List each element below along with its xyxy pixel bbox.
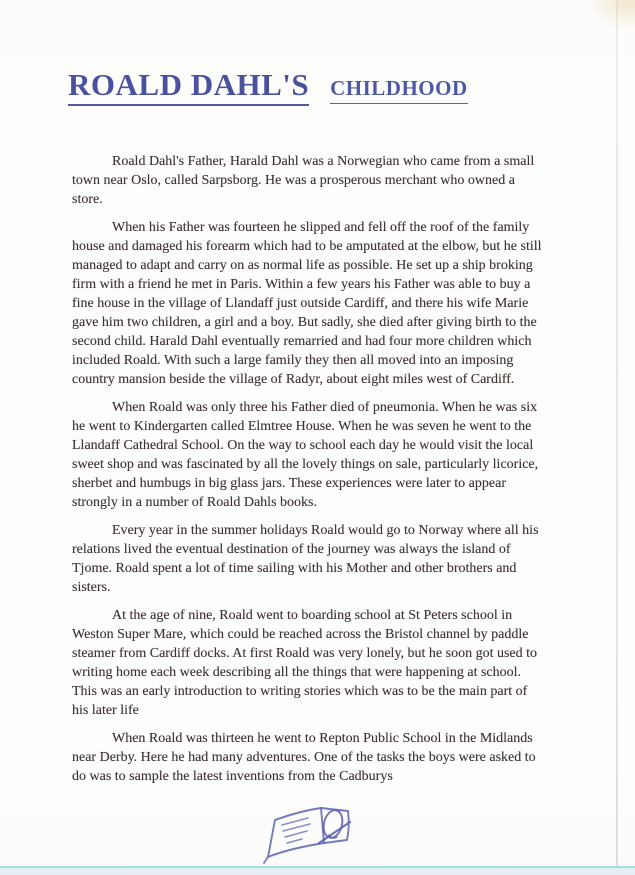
title-main: ROALD DAHL'S [68, 67, 309, 106]
paragraph-4: Every year in the summer holidays Roald would go to Norway where all his relations lived the eventual destination of the journey was always the island of Tjome. Roald spent a lot of time sailing with his Mother and other brothers and sisters. [72, 523, 539, 595]
title-sub: CHILDHOOD [330, 76, 468, 104]
open-book-doodle-icon [249, 803, 357, 873]
scan-edge-line [616, 0, 618, 866]
scanner-cyan-line [0, 866, 635, 868]
paragraph-1: Roald Dahl's Father, Harald Dahl was a Norwegian who came from a small town near Oslo, called Sarpsborg. He was a prosperous merchant who owned a store. [72, 154, 535, 207]
paragraph-2: When his Father was fourteen he slipped and fell off the roof of the family house and damaged his forearm which had to be amputated at the elbow, but he still managed to adapt and carry on as normal life as possible. He set up a ship broking firm with a friend he met in Paris. Within a few years his Father was able to buy a fine house in the village of Llandaff just outside Cardiff, and there his wife Marie gave him two children, a girl and a boy. But sadly, she died after giving birth to the second child. Harald Dahl eventually remarried and had four more children which included Roald. With such a large family they then all moved into an imposing country mansion beside the village of Radyr, about eight miles west of Cardiff. [72, 220, 542, 387]
document-body [72, 152, 546, 795]
scan-smudge [589, 0, 635, 30]
paragraph-3: When Roald was only three his Father died of pneumonia. When he was six he went to Kindergarten called Elmtree House. When he was seven he went to the Llandaff Cathedral School. On the way to school each day he would visit the local sweet shop and was fascinated by all the lovely things on sale, particularly licorice, sherbet and humbugs in big glass jars. These experiences were later to appear strongly in a number of Roald Dahls books. [72, 400, 539, 510]
paragraph-6: When Roald was thirteen he went to Repton Public School in the Midlands near Derby. Here he had many adventures. One of the tasks the boys were asked to do was to sample the latest inventions from the Cadburys [72, 731, 536, 784]
scanner-bottom-strip [0, 866, 635, 875]
paragraph-5: At the age of nine, Roald went to boarding school at St Peters school in Weston Super Mare, which could be reached across the Bristol channel by paddle steamer from Cardiff docks. At first Roald was very lonely, but he soon got used to writing home each week describing all the things that were happening at school. This was an early introduction to writing stories which was to be the main part of his later life [72, 608, 538, 718]
page-title [68, 66, 588, 106]
